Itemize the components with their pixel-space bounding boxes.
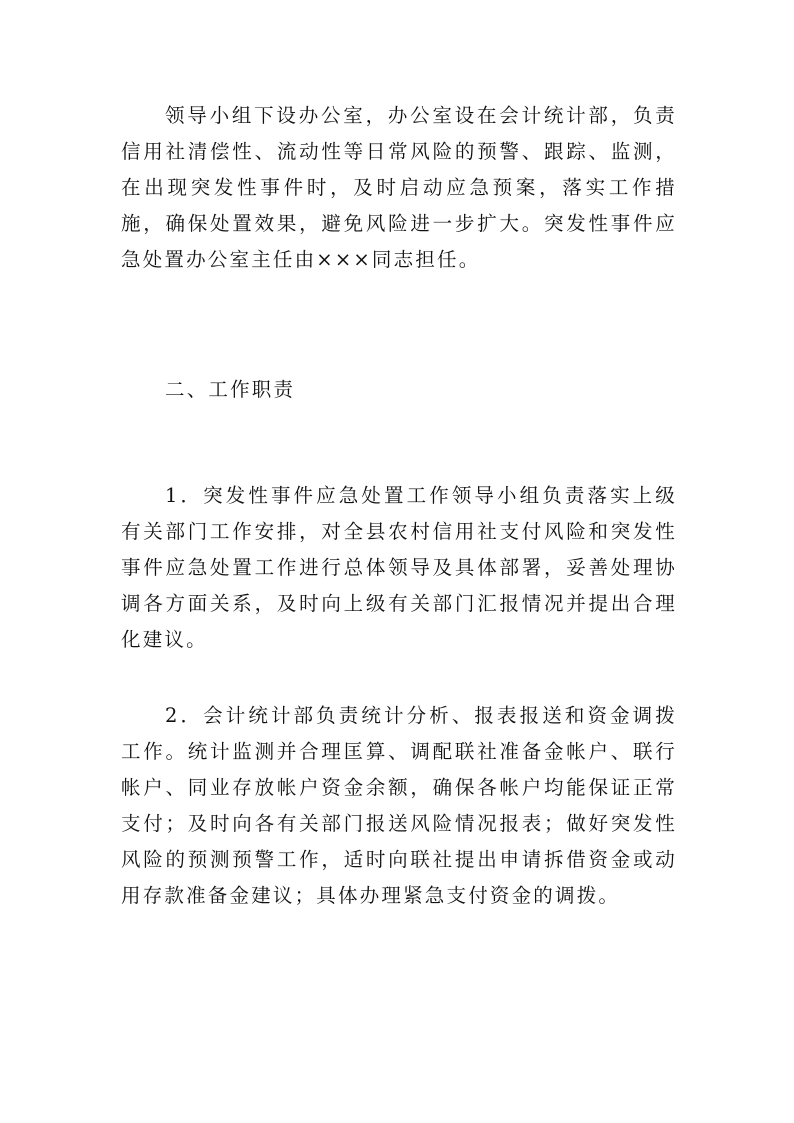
leadership-group-duty-paragraph: 1．突发性事件应急处置工作领导小组负责落实上级有关部门工作安排，对全县农村信用社支付风险和突发性事件应急处置工作进行总体领导及具体部署，妥善处理协调各方面关系，及时向上级有关部门汇报情况并提出合理化建议。 [121, 484, 677, 651]
office-setup-paragraph: 领导小组下设办公室，办公室设在会计统计部，负责信用社清偿性、流动性等日常风险的预警、跟踪、监测，在出现突发性事件时，及时启动应急预案，落实工作措施，确保处置效果，避免风险进一步扩大。突发性事件应急处置办公室主任由×××同志担任。 [121, 104, 677, 271]
section-heading-work-duties: 二、工作职责 [165, 378, 296, 401]
accounting-department-duty-paragraph: 2．会计统计部负责统计分析、报表报送和资金调拨工作。统计监测并合理匡算、调配联社准备金帐户、联行帐户、同业存放帐户资金余额，确保各帐户均能保证正常支付；及时向各有关部门报送风险情况报表；做好突发性风险的预测预警工作，适时向联社提出申请拆借资金或动用存款准备金建议；具体办理紧急支付资金的调拨。 [121, 704, 677, 907]
